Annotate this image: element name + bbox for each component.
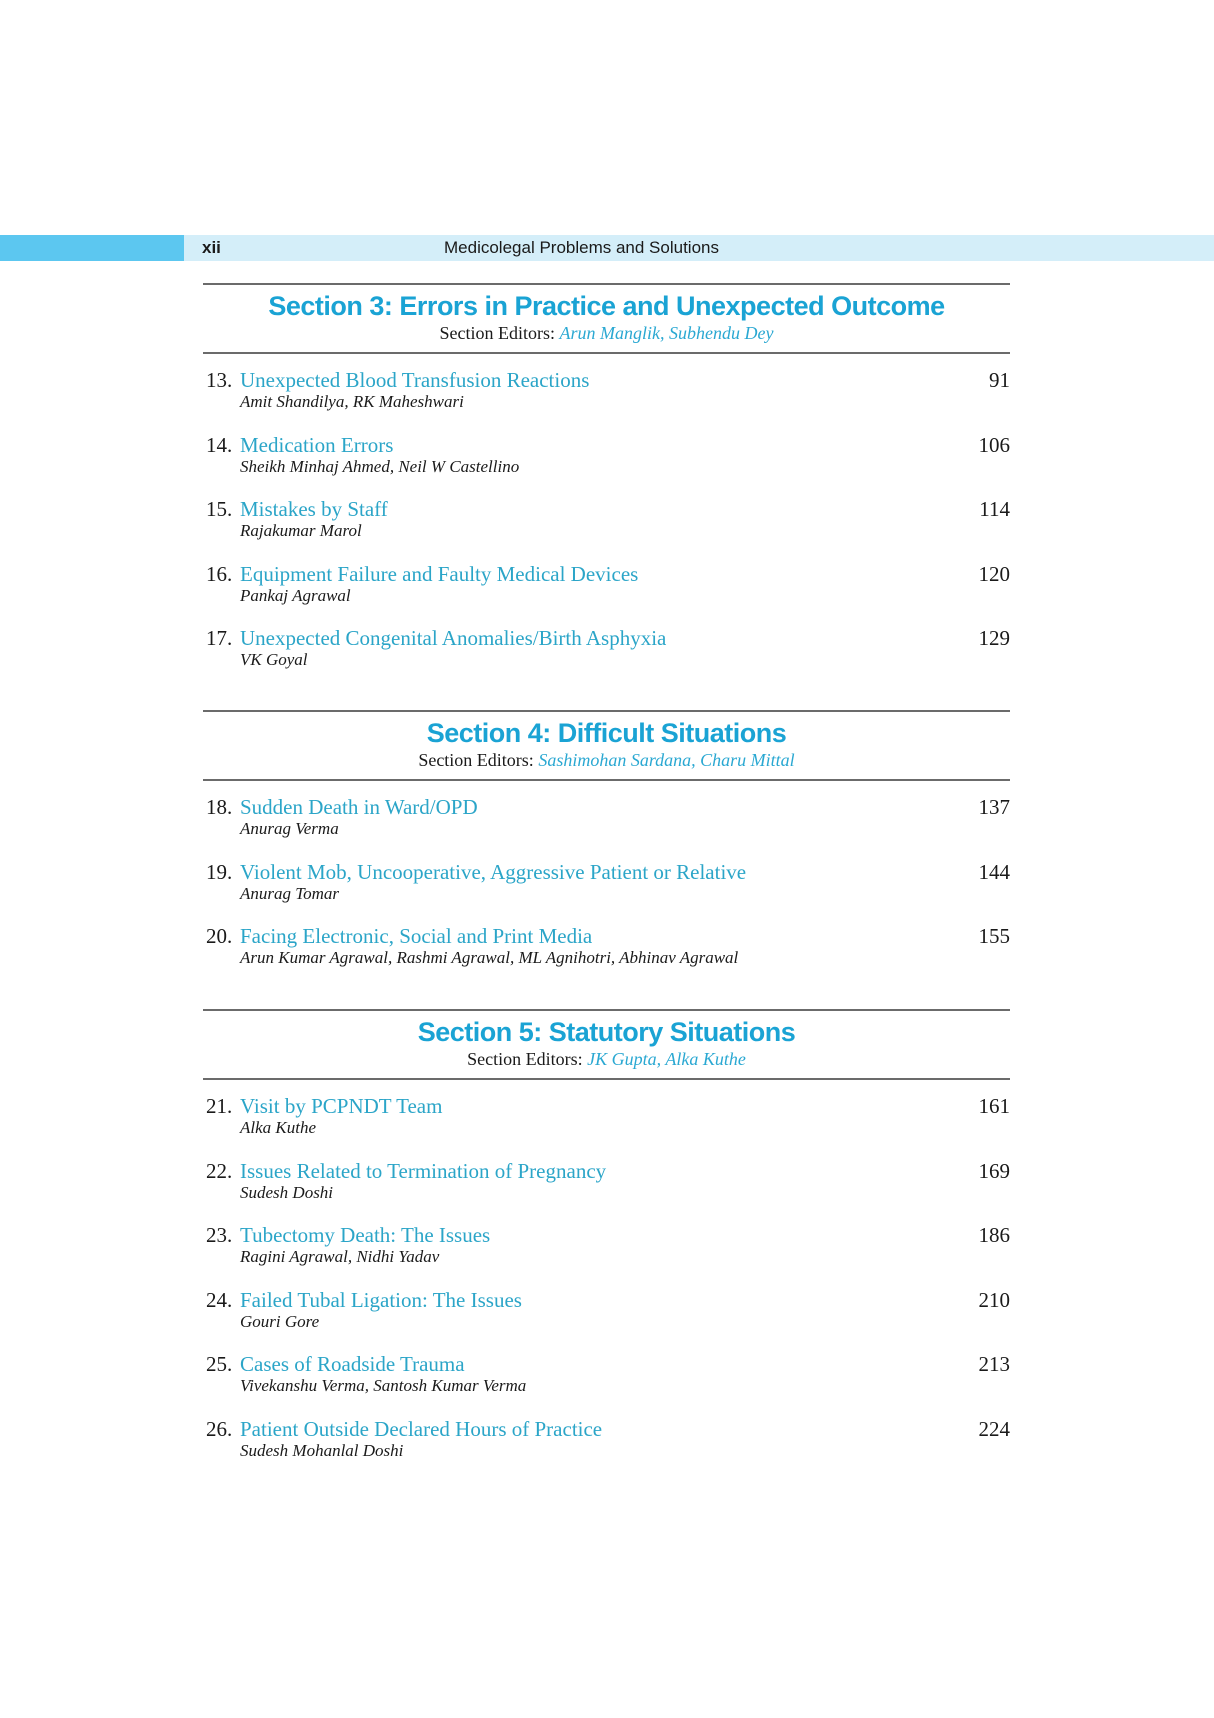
chapter-list: [203, 1094, 1010, 1481]
running-title: Medicolegal Problems and Solutions: [444, 238, 719, 257]
section-editors: [203, 1048, 1010, 1070]
chapter-number: 18.: [206, 795, 233, 819]
chapter-authors: Alka Kuthe: [240, 1118, 317, 1137]
chapter-number: 15.: [206, 497, 233, 521]
section-top-rule: [203, 1009, 1010, 1011]
running-header: [0, 235, 1214, 261]
section-5: [203, 1009, 1010, 1481]
chapter-entry[interactable]: [203, 860, 1010, 925]
chapter-entry[interactable]: [203, 1417, 1010, 1482]
section-bottom-rule: [203, 1078, 1010, 1080]
chapter-entry[interactable]: [203, 1159, 1010, 1224]
chapter-number: 17.: [206, 626, 233, 650]
page-folio: xii: [202, 238, 221, 257]
chapter-authors: Arun Kumar Agrawal, Rashmi Agrawal, ML Agnihotri, Abhinav Agrawal: [240, 948, 739, 967]
section-title: Section 3: Errors in Practice and Unexpected Outcome: [268, 291, 945, 321]
chapter-authors: Pankaj Agrawal: [240, 585, 351, 605]
chapter-entry[interactable]: [203, 626, 1010, 691]
chapter-entry[interactable]: [203, 1223, 1010, 1288]
chapter-page: 155: [978, 924, 1010, 948]
chapter-authors: Ragini Agrawal, Nidhi Yadav: [240, 1247, 440, 1266]
chapter-number: 22.: [206, 1158, 233, 1183]
chapter-entry[interactable]: [203, 1288, 1010, 1353]
section-bottom-rule: [203, 779, 1010, 781]
chapter-title-link[interactable]: Medication Errors: [240, 432, 394, 457]
chapter-title-link[interactable]: Unexpected Blood Transfusion Reactions: [240, 368, 590, 392]
chapter-page: 106: [978, 432, 1010, 457]
chapter-authors: Sudesh Doshi: [240, 1182, 334, 1202]
chapter-entry[interactable]: [203, 562, 1010, 627]
section-editors: [203, 749, 1010, 771]
chapter-page: 169: [978, 1158, 1010, 1183]
chapter-number: 14.: [206, 432, 233, 457]
chapter-title-link[interactable]: Visit by PCPNDT Team: [240, 1094, 443, 1118]
chapter-number: 16.: [206, 561, 233, 586]
chapter-page: 120: [978, 561, 1010, 586]
chapter-authors: Gouri Gore: [240, 1311, 320, 1331]
chapter-authors: Sheikh Minhaj Ahmed, Neil W Castellino: [240, 456, 520, 476]
editors-label: Section Editors:: [467, 1049, 588, 1069]
chapter-number: 19.: [206, 859, 233, 884]
chapter-authors: Sudesh Mohanlal Doshi: [240, 1440, 404, 1460]
chapter-number: 13.: [206, 368, 233, 392]
chapter-page: 144: [978, 859, 1010, 884]
header-accent-bar: [0, 235, 184, 261]
editors-names: JK Gupta, Alka Kuthe: [587, 1049, 746, 1069]
chapter-title-link[interactable]: Failed Tubal Ligation: The Issues: [240, 1287, 522, 1312]
chapter-entry[interactable]: [203, 1352, 1010, 1417]
chapter-title-link[interactable]: Tubectomy Death: The Issues: [240, 1223, 491, 1247]
chapter-page: 224: [978, 1416, 1010, 1441]
chapter-title-link[interactable]: Issues Related to Termination of Pregnancy: [240, 1158, 607, 1183]
chapter-list: [203, 795, 1010, 989]
chapter-page: 210: [978, 1287, 1010, 1312]
chapter-title-link[interactable]: Patient Outside Declared Hours of Practice: [240, 1416, 603, 1441]
chapter-title-link[interactable]: Cases of Roadside Trauma: [240, 1352, 465, 1376]
chapter-number: 20.: [206, 924, 233, 948]
section-editors: [203, 322, 1010, 344]
section-bottom-rule: [203, 352, 1010, 354]
chapter-title-link[interactable]: Equipment Failure and Faulty Medical Devices: [240, 561, 639, 586]
chapter-title-link[interactable]: Unexpected Congenital Anomalies/Birth Asphyxia: [240, 626, 667, 650]
chapter-authors: Anurag Tomar: [240, 883, 340, 903]
chapter-number: 23.: [206, 1223, 233, 1247]
editors-names: Sashimohan Sardana, Charu Mittal: [538, 750, 795, 770]
chapter-entry[interactable]: [203, 433, 1010, 498]
chapter-page: 213: [978, 1352, 1010, 1376]
chapter-authors: VK Goyal: [240, 650, 308, 669]
section-3: [203, 283, 1010, 691]
chapter-page: 137: [978, 795, 1010, 819]
chapter-number: 26.: [206, 1416, 233, 1441]
chapter-title-link[interactable]: Sudden Death in Ward/OPD: [240, 795, 478, 819]
editors-label: Section Editors:: [418, 750, 539, 770]
chapter-number: 24.: [206, 1287, 233, 1312]
section-top-rule: [203, 283, 1010, 285]
chapter-number: 25.: [206, 1352, 233, 1376]
section-4: [203, 710, 1010, 989]
chapter-page: 129: [978, 626, 1010, 650]
chapter-authors: Anurag Verma: [240, 819, 339, 838]
chapter-entry[interactable]: [203, 795, 1010, 860]
chapter-list: [203, 368, 1010, 691]
editors-label: Section Editors:: [439, 323, 560, 343]
chapter-page: 161: [978, 1094, 1010, 1118]
chapter-page: 114: [979, 497, 1010, 521]
section-top-rule: [203, 710, 1010, 712]
chapter-title-link[interactable]: Mistakes by Staff: [240, 497, 388, 521]
chapter-authors: Amit Shandilya, RK Maheshwari: [240, 392, 464, 411]
chapter-authors: Vivekanshu Verma, Santosh Kumar Verma: [240, 1376, 527, 1395]
chapter-entry[interactable]: [203, 1094, 1010, 1159]
chapter-entry[interactable]: [203, 924, 1010, 989]
chapter-number: 21.: [206, 1094, 233, 1118]
section-title: Section 4: Difficult Situations: [426, 718, 787, 748]
section-title: Section 5: Statutory Situations: [417, 1017, 796, 1047]
chapter-title-link[interactable]: Violent Mob, Uncooperative, Aggressive Patient or Relative: [240, 859, 747, 884]
chapter-entry[interactable]: [203, 497, 1010, 562]
chapter-page: 91: [989, 368, 1010, 392]
chapter-title-link[interactable]: Facing Electronic, Social and Print Media: [240, 924, 593, 948]
chapter-entry[interactable]: [203, 368, 1010, 433]
editors-names: Arun Manglik, Subhendu Dey: [559, 323, 774, 343]
chapter-authors: Rajakumar Marol: [240, 521, 362, 540]
chapter-page: 186: [978, 1223, 1010, 1247]
